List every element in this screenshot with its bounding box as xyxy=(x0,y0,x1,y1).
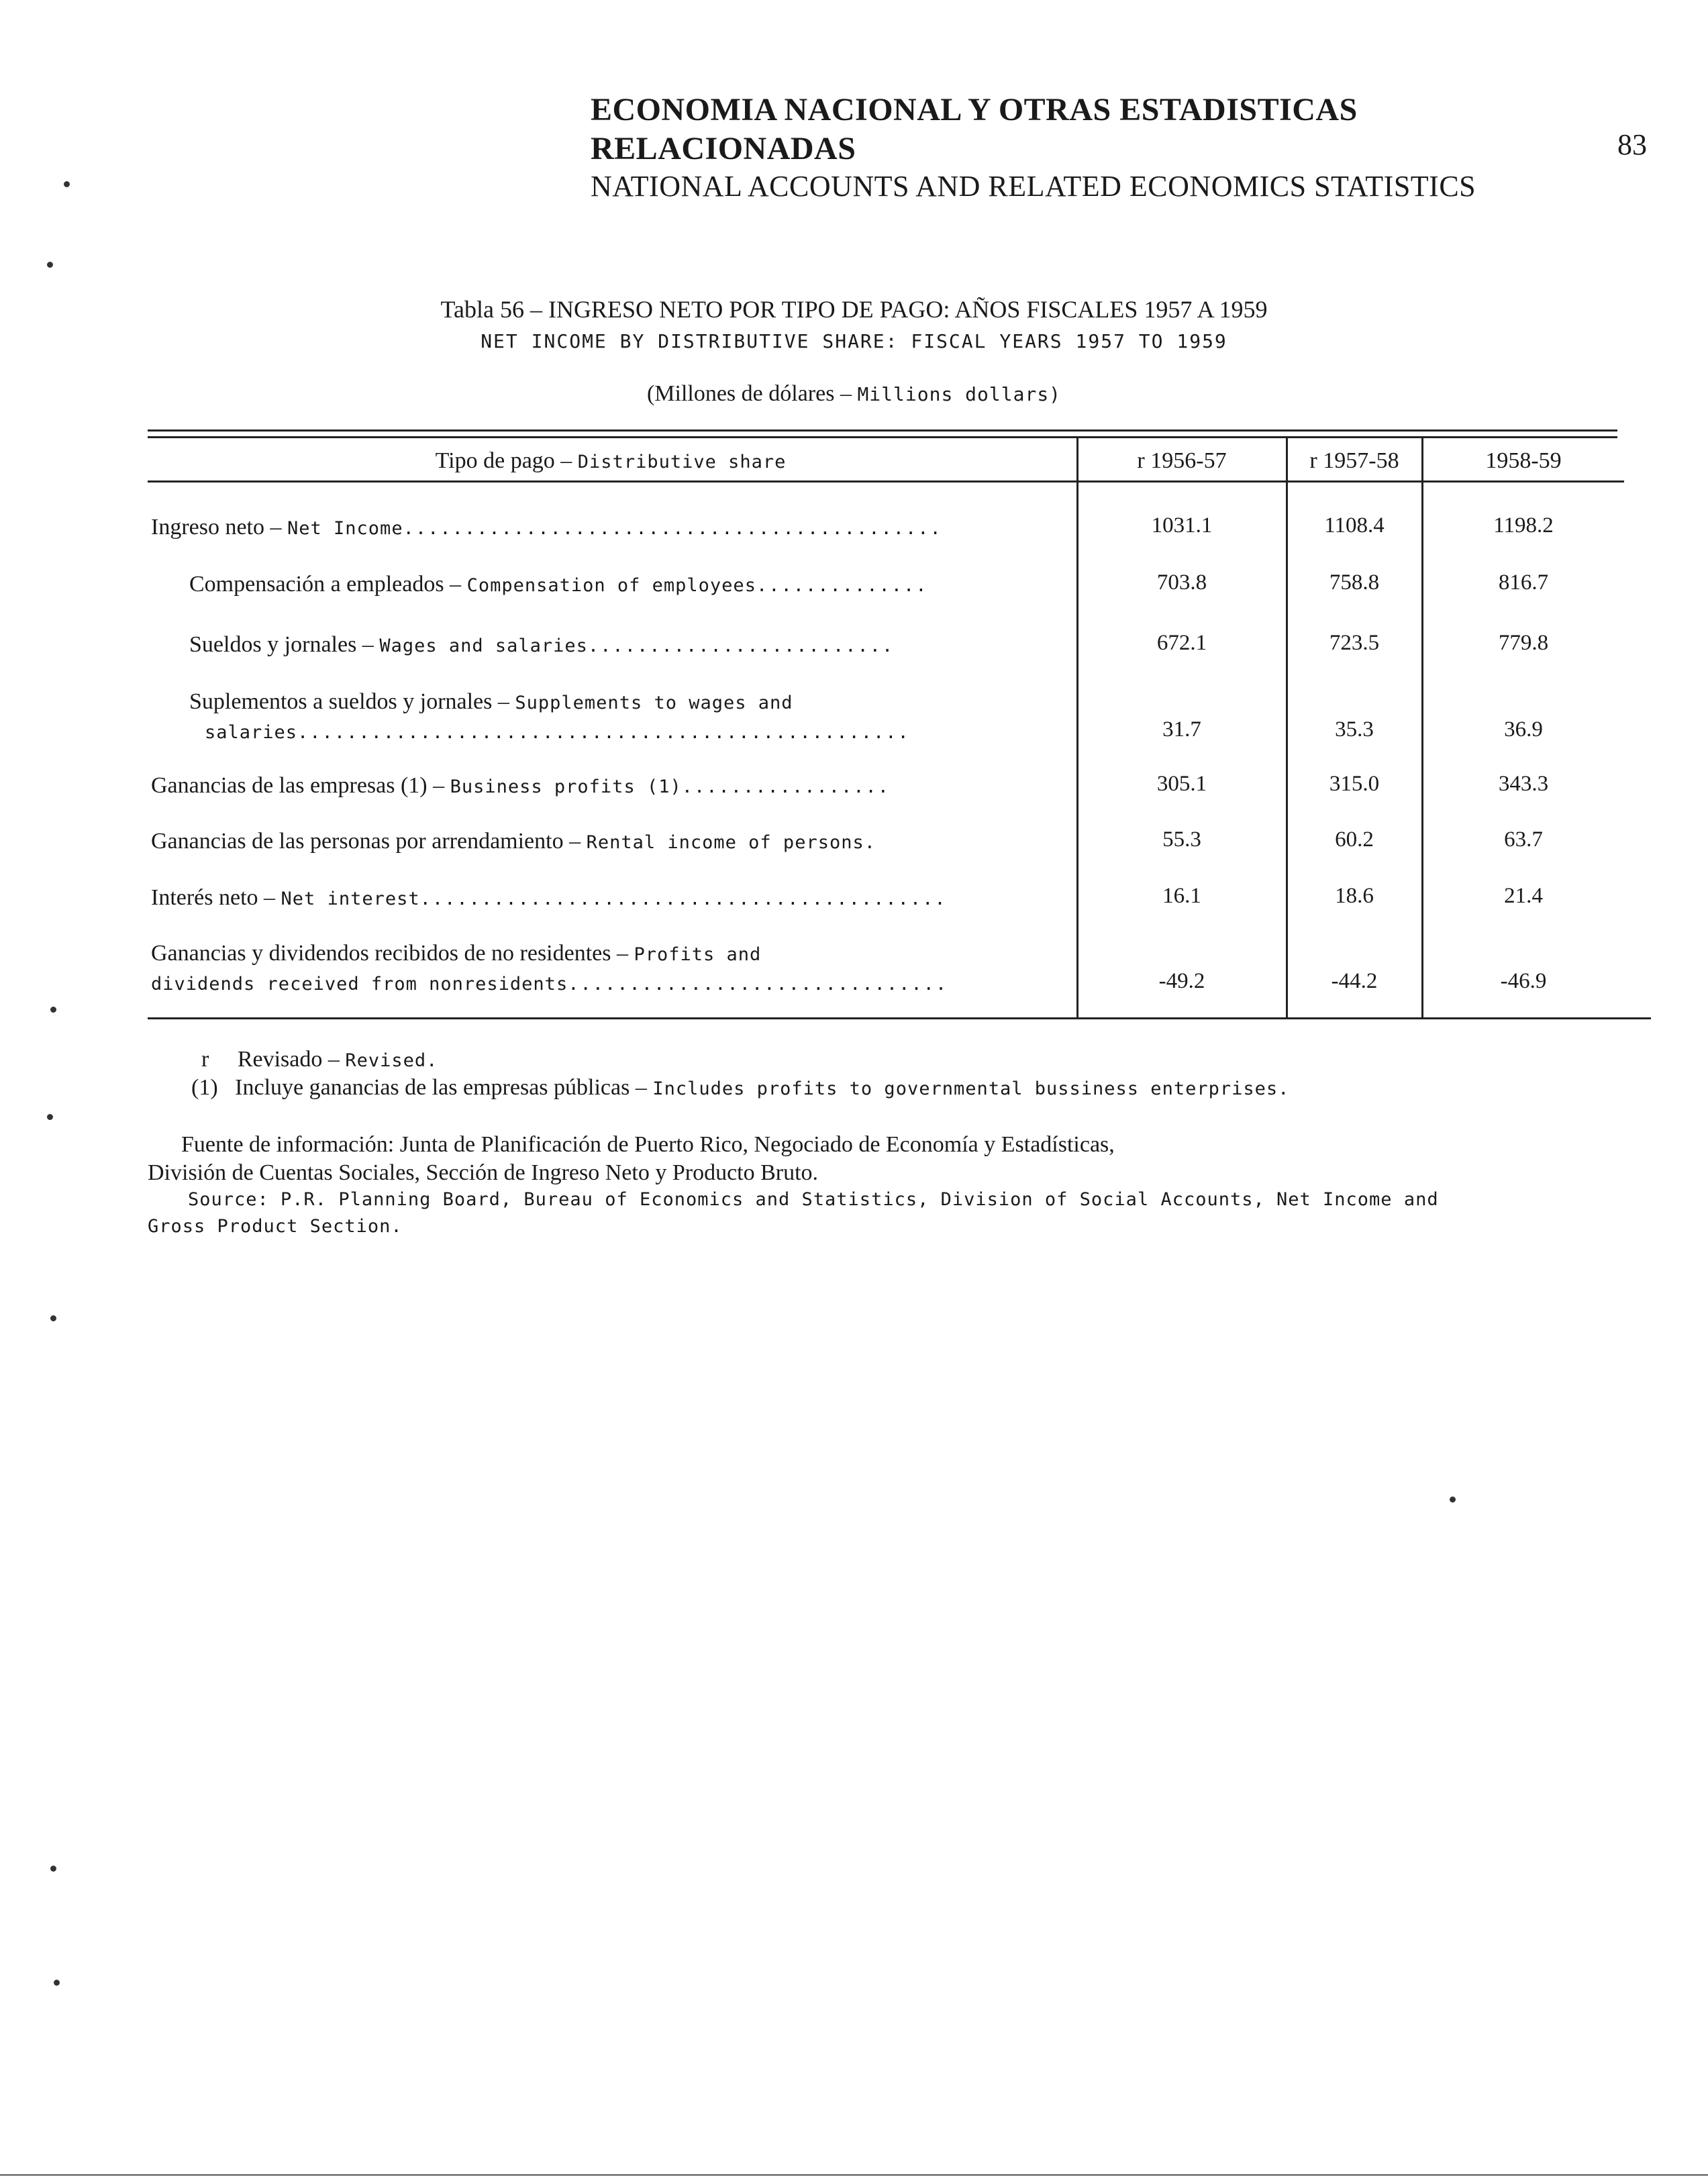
table-top-rule-2 xyxy=(148,436,1617,438)
column-header-type-en: Distributive share xyxy=(577,452,787,472)
row-label xyxy=(189,570,928,600)
scan-speck xyxy=(64,181,70,187)
cell-1957-58: -44.2 xyxy=(1331,969,1378,993)
cell-1957-58: 758.8 xyxy=(1329,570,1380,595)
cell-1958-59: 779.8 xyxy=(1498,631,1549,655)
scan-speck xyxy=(50,1007,56,1013)
cell-1957-58: 60.2 xyxy=(1335,827,1374,852)
cell-1957-58: 1108.4 xyxy=(1324,513,1385,538)
row-label xyxy=(151,884,947,913)
row-leader-dots: .................................................. xyxy=(297,722,910,743)
row-leader-dots: ......................... xyxy=(587,636,895,656)
row-label-en: Profits and xyxy=(634,944,762,965)
row-label-es: Sueldos y jornales – xyxy=(189,632,380,657)
footnote-1 xyxy=(191,1075,1289,1101)
table-bottom-rule xyxy=(148,1017,1651,1019)
scan-speck xyxy=(47,262,53,268)
row-label-continuation xyxy=(151,969,948,999)
row-label xyxy=(151,772,890,801)
source-en-line-1: Source: P.R. Planning Board, Bureau of Economics and Statistics, Division of Social Accounts, Net Income and xyxy=(188,1189,1439,1210)
column-header-type xyxy=(148,448,1074,474)
row-label xyxy=(189,631,894,660)
page-header xyxy=(591,91,1530,205)
header-title-en: NATIONAL ACCOUNTS AND RELATED ECONOMICS STATISTICS xyxy=(591,170,1476,203)
source-es-line-2: División de Cuentas Sociales, Sección de Ingreso Neto y Producto Bruto. xyxy=(148,1160,819,1185)
header-title-es: ECONOMIA NACIONAL Y OTRAS ESTADISTICAS RELACIONADAS xyxy=(591,92,1358,166)
row-label-en: Compensation of employees xyxy=(466,575,756,596)
row-label-es: Ganancias y dividendos recibidos de no residentes – xyxy=(151,941,634,966)
footnote-mark: r xyxy=(201,1047,209,1072)
row-label-en: Net interest xyxy=(281,889,420,909)
cell-1957-58: 315.0 xyxy=(1329,772,1380,796)
row-label-en: Supplements to wages and xyxy=(515,693,793,713)
cell-1956-57: 55.3 xyxy=(1162,827,1201,852)
table-title-en: NET INCOME BY DISTRIBUTIVE SHARE: FISCAL YEARS 1957 TO 1959 xyxy=(481,330,1227,352)
footnote-text-es: Revisado – xyxy=(237,1047,346,1072)
scan-speck xyxy=(47,1114,53,1120)
scan-speck xyxy=(50,1315,56,1321)
row-label-es: Interés neto – xyxy=(151,885,281,910)
row-label-en: Wages and salaries xyxy=(379,636,588,656)
row-label xyxy=(151,513,942,543)
row-label-en-2: dividends received from nonresidents xyxy=(151,974,568,995)
row-label xyxy=(151,827,876,857)
row-leader-dots: ................. xyxy=(681,776,891,797)
row-label-es: Compensación a empleados – xyxy=(189,572,467,597)
source-es-line-1: Fuente de información: Junta de Planificación de Puerto Rico, Negociado de Economía y Estadísticas, xyxy=(181,1132,1115,1157)
cell-1956-57: 1031.1 xyxy=(1151,513,1213,538)
row-label-es: Ganancias de las personas por arrendamiento – xyxy=(151,829,587,854)
table-header-rule xyxy=(148,480,1624,483)
cell-1957-58: 35.3 xyxy=(1335,717,1374,742)
row-label-continuation xyxy=(205,717,910,747)
footnote-text-en: Revised. xyxy=(345,1050,438,1071)
cell-1956-57: 16.1 xyxy=(1162,884,1201,908)
row-label-en: Net Income xyxy=(287,518,403,539)
table-title-es: Tabla 56 – INGRESO NETO POR TIPO DE PAGO: AÑOS FISCALES 1957 A 1959 xyxy=(440,296,1268,323)
table-unit-en: Millions dollars) xyxy=(857,383,1062,405)
footnote-revised xyxy=(201,1047,438,1072)
page-bottom-edge xyxy=(0,2174,1708,2176)
cell-1956-57: 703.8 xyxy=(1156,570,1207,595)
cell-1957-58: 723.5 xyxy=(1329,631,1380,655)
cell-1956-57: -49.2 xyxy=(1158,969,1205,993)
row-label-es: Ganancias de las empresas (1) – xyxy=(151,773,450,798)
row-leader-dots: ............................................ xyxy=(403,518,942,539)
scan-speck xyxy=(50,1866,56,1872)
scan-speck xyxy=(1450,1496,1456,1503)
row-label-en-2: salaries xyxy=(205,722,298,743)
page-number: 83 xyxy=(1617,128,1647,161)
table-top-rule xyxy=(148,429,1617,431)
scan-speck xyxy=(54,1980,60,1986)
cell-1956-57: 31.7 xyxy=(1162,717,1201,742)
cell-1956-57: 305.1 xyxy=(1156,772,1207,796)
footnote-text-en: Includes profits to governmental bussiness enterprises. xyxy=(652,1078,1290,1099)
table-unit-es: (Millones de dólares – xyxy=(646,381,858,406)
cell-1958-59: 21.4 xyxy=(1504,884,1543,908)
source-en xyxy=(148,1186,1624,1240)
column-header-1958-59: 1958-59 xyxy=(1485,448,1562,473)
cell-1956-57: 672.1 xyxy=(1156,631,1207,655)
row-leader-dots: .............. xyxy=(756,575,928,596)
cell-1958-59: 1198.2 xyxy=(1493,513,1554,538)
source-es xyxy=(148,1131,1490,1187)
row-leader-dots: ........................................... xyxy=(419,889,947,909)
cell-1958-59: -46.9 xyxy=(1500,969,1547,993)
cell-1958-59: 816.7 xyxy=(1498,570,1549,595)
row-label-en: Business profits (1) xyxy=(450,776,682,797)
cell-1958-59: 63.7 xyxy=(1504,827,1543,852)
cell-1958-59: 343.3 xyxy=(1498,772,1549,796)
row-label xyxy=(151,940,761,969)
source-en-line-2: Gross Product Section. xyxy=(148,1216,403,1237)
column-header-1957-58: r 1957-58 xyxy=(1309,448,1399,473)
row-label xyxy=(189,688,793,717)
row-leader-dots: ............................... xyxy=(568,974,948,995)
table-unit xyxy=(0,381,1708,407)
cell-1957-58: 18.6 xyxy=(1335,884,1374,908)
row-label-es: Suplementos a sueldos y jornales – xyxy=(189,689,515,714)
footnote-mark: (1) xyxy=(191,1075,218,1100)
column-header-type-es: Tipo de pago – xyxy=(435,448,572,473)
footnote-text-es: Incluye ganancias de las empresas públicas – xyxy=(235,1075,653,1100)
row-label-en: Rental income of persons. xyxy=(586,832,876,853)
cell-1958-59: 36.9 xyxy=(1504,717,1543,742)
column-header-1956-57: r 1956-57 xyxy=(1137,448,1227,473)
row-label-es: Ingreso neto – xyxy=(151,515,288,540)
